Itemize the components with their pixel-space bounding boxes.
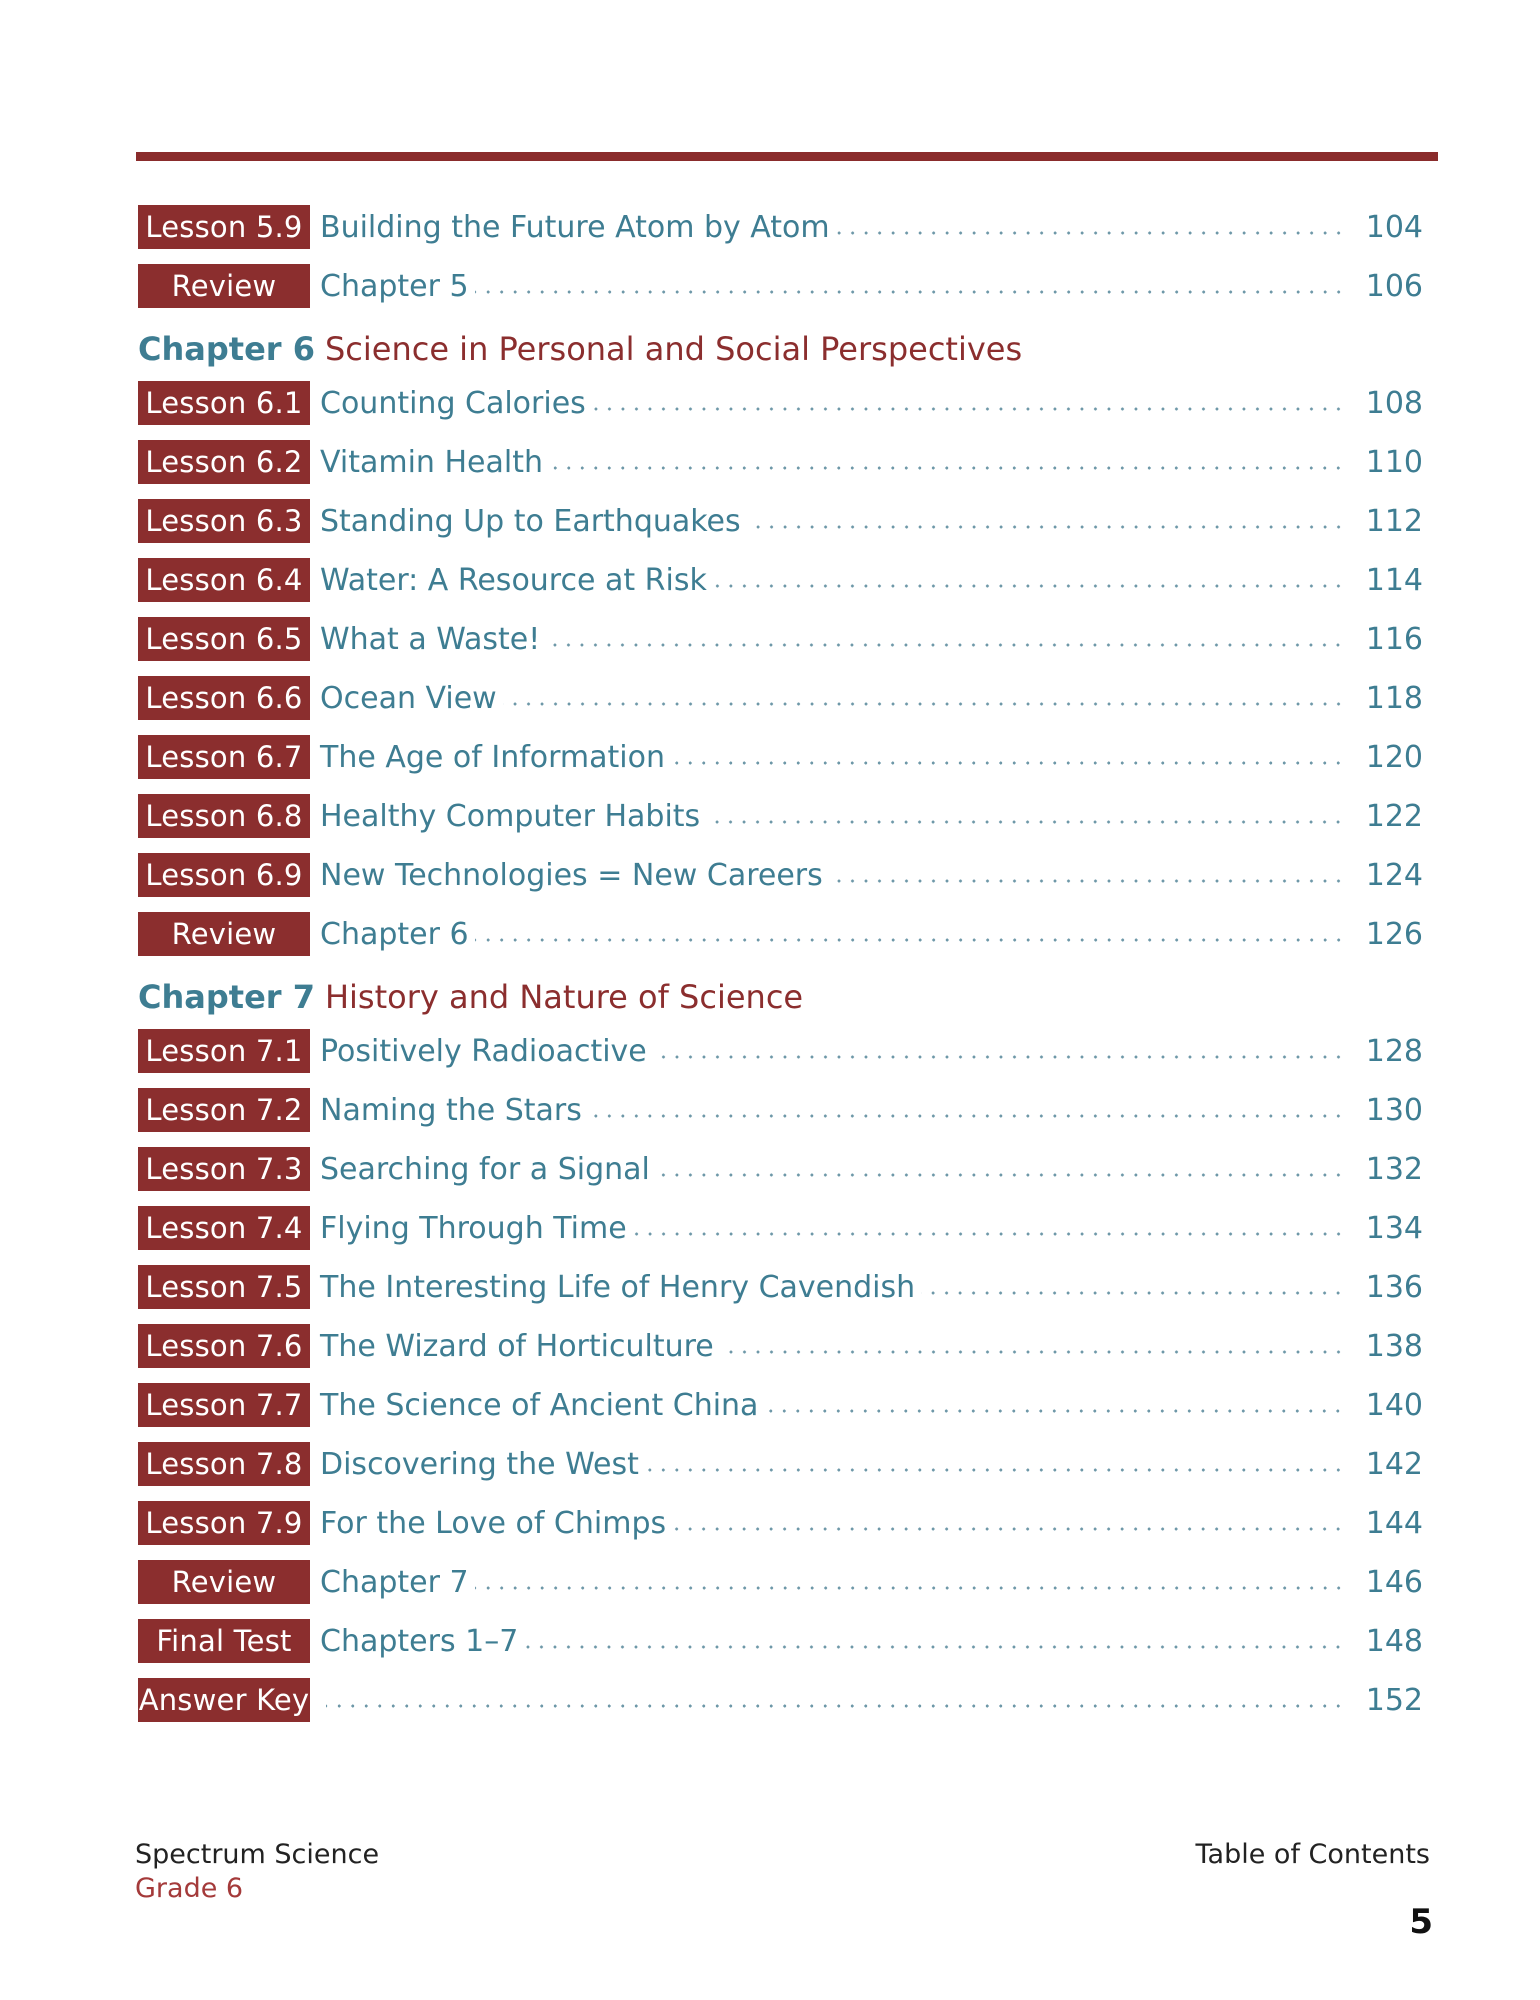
toc-entry[interactable]	[138, 1381, 1423, 1429]
footer-book-title: Spectrum Science	[135, 1839, 380, 1870]
toc-entry[interactable]	[138, 379, 1423, 427]
dot-leader	[653, 1055, 1345, 1059]
dot-leader	[671, 761, 1345, 765]
toc-entry[interactable]	[138, 1145, 1423, 1193]
dot-leader	[645, 1468, 1345, 1472]
entry-title: What a Waste!	[320, 622, 546, 657]
toc-entry[interactable]	[138, 851, 1423, 899]
lesson-badge: Lesson 7.9	[138, 1501, 310, 1545]
dot-leader	[672, 1527, 1345, 1531]
entry-page-number: 128	[1365, 1033, 1423, 1069]
lesson-badge: Lesson 5.9	[138, 205, 310, 249]
entry-page-number: 122	[1365, 798, 1423, 834]
lesson-badge: Lesson 7.4	[138, 1206, 310, 1250]
toc-entry[interactable]	[138, 1322, 1423, 1370]
dot-leader	[524, 1645, 1345, 1649]
toc-entry[interactable]	[138, 1440, 1423, 1488]
lesson-badge: Lesson 7.7	[138, 1383, 310, 1427]
dot-leader	[836, 231, 1345, 235]
toc-entry[interactable]	[138, 1263, 1423, 1311]
dot-leader	[503, 702, 1345, 706]
toc-entry[interactable]	[138, 1086, 1423, 1134]
entry-title: Chapter 7	[320, 1565, 475, 1600]
lesson-badge: Lesson 6.4	[138, 558, 310, 602]
entry-title: The Interesting Life of Henry Cavendish	[320, 1270, 921, 1305]
entry-page-number: 138	[1365, 1328, 1423, 1364]
entry-page-number: 130	[1365, 1092, 1423, 1128]
header-rule	[136, 152, 1438, 161]
dot-leader	[829, 879, 1345, 883]
toc-entry[interactable]	[138, 438, 1423, 486]
dot-leader	[921, 1291, 1345, 1295]
lesson-badge: Lesson 7.1	[138, 1029, 310, 1073]
entry-page-number: 142	[1365, 1446, 1423, 1482]
dot-leader	[633, 1232, 1345, 1236]
lesson-badge: Lesson 7.6	[138, 1324, 310, 1368]
entry-title: For the Love of Chimps	[320, 1506, 672, 1541]
lesson-badge: Lesson 6.7	[138, 735, 310, 779]
lesson-badge: Lesson 6.5	[138, 617, 310, 661]
entry-title: Naming the Stars	[320, 1093, 588, 1128]
toc-entry[interactable]	[138, 1027, 1423, 1075]
toc-entry[interactable]	[138, 497, 1423, 545]
chapter-title: Science in Personal and Social Perspectives	[324, 330, 1023, 368]
toc-entry[interactable]	[138, 1499, 1423, 1547]
footer-section-name: Table of Contents	[1195, 1839, 1430, 1870]
toc-entry[interactable]	[138, 1558, 1423, 1606]
lesson-badge: Lesson 7.8	[138, 1442, 310, 1486]
toc-entry[interactable]	[138, 792, 1423, 840]
lesson-badge: Answer Key	[138, 1678, 310, 1722]
lesson-badge: Lesson 6.2	[138, 440, 310, 484]
entry-title: The Science of Ancient China	[320, 1388, 764, 1423]
lesson-badge: Lesson 6.3	[138, 499, 310, 543]
entry-page-number: 118	[1365, 680, 1423, 716]
chapter-number: Chapter 6	[138, 330, 315, 368]
entry-page-number: 116	[1365, 621, 1423, 657]
toc-entry[interactable]	[138, 1676, 1423, 1724]
lesson-badge: Lesson 6.9	[138, 853, 310, 897]
lesson-badge: Final Test	[138, 1619, 310, 1663]
lesson-badge: Review	[138, 912, 310, 956]
entry-title: Ocean View	[320, 681, 503, 716]
entry-page-number: 112	[1365, 503, 1423, 539]
table-of-contents	[138, 203, 1423, 1735]
entry-page-number: 124	[1365, 857, 1423, 893]
dot-leader	[747, 525, 1345, 529]
chapter-number: Chapter 7	[138, 978, 315, 1016]
entry-title: Chapter 5	[320, 269, 475, 304]
entry-page-number: 104	[1365, 209, 1423, 245]
lesson-badge: Lesson 7.5	[138, 1265, 310, 1309]
dot-leader	[475, 1586, 1345, 1590]
dot-leader	[326, 1704, 1345, 1708]
chapter-heading	[138, 321, 1423, 377]
page-number: 5	[1409, 1902, 1433, 1942]
lesson-badge: Review	[138, 1560, 310, 1604]
dot-leader	[764, 1409, 1345, 1413]
entry-page-number: 114	[1365, 562, 1423, 598]
entry-page-number: 144	[1365, 1505, 1423, 1541]
dot-leader	[706, 820, 1345, 824]
lesson-badge: Lesson 7.3	[138, 1147, 310, 1191]
toc-entry[interactable]	[138, 733, 1423, 781]
entry-title: Water: A Resource at Risk	[320, 563, 713, 598]
dot-leader	[475, 290, 1345, 294]
lesson-badge: Lesson 6.8	[138, 794, 310, 838]
entry-title: The Age of Information	[320, 740, 671, 775]
entry-page-number: 106	[1365, 268, 1423, 304]
dot-leader	[656, 1173, 1345, 1177]
entry-page-number: 146	[1365, 1564, 1423, 1600]
entry-title: Chapters 1–7	[320, 1624, 524, 1659]
entry-title: The Wizard of Horticulture	[320, 1329, 720, 1364]
chapter-title: History and Nature of Science	[324, 978, 804, 1016]
lesson-badge: Lesson 6.6	[138, 676, 310, 720]
entry-page-number: 140	[1365, 1387, 1423, 1423]
dot-leader	[713, 584, 1345, 588]
chapter-heading	[138, 969, 1423, 1025]
entry-page-number: 108	[1365, 385, 1423, 421]
dot-leader	[475, 938, 1345, 942]
entry-title: Positively Radioactive	[320, 1034, 653, 1069]
toc-entry[interactable]	[138, 1617, 1423, 1665]
entry-title: Searching for a Signal	[320, 1152, 656, 1187]
entry-page-number: 136	[1365, 1269, 1423, 1305]
toc-entry[interactable]	[138, 556, 1423, 604]
toc-entry[interactable]	[138, 910, 1423, 958]
entry-title: Healthy Computer Habits	[320, 799, 706, 834]
entry-title: Building the Future Atom by Atom	[320, 210, 836, 245]
entry-title: Chapter 6	[320, 917, 475, 952]
toc-entry[interactable]	[138, 262, 1423, 310]
dot-leader	[549, 466, 1345, 470]
toc-entry[interactable]	[138, 203, 1423, 251]
entry-title: Vitamin Health	[320, 445, 549, 480]
entry-page-number: 126	[1365, 916, 1423, 952]
toc-entry[interactable]	[138, 674, 1423, 722]
lesson-badge: Lesson 7.2	[138, 1088, 310, 1132]
dot-leader	[546, 643, 1345, 647]
toc-entry[interactable]	[138, 1204, 1423, 1252]
entry-title: Discovering the West	[320, 1447, 645, 1482]
dot-leader	[720, 1350, 1345, 1354]
entry-title: Standing Up to Earthquakes	[320, 504, 747, 539]
entry-page-number: 132	[1365, 1151, 1423, 1187]
entry-title: Counting Calories	[320, 386, 592, 421]
dot-leader	[588, 1114, 1345, 1118]
entry-page-number: 148	[1365, 1623, 1423, 1659]
footer-book-info	[135, 1838, 379, 1906]
entry-page-number: 110	[1365, 444, 1423, 480]
lesson-badge: Review	[138, 264, 310, 308]
entry-title: Flying Through Time	[320, 1211, 633, 1246]
entry-page-number: 120	[1365, 739, 1423, 775]
lesson-badge: Lesson 6.1	[138, 381, 310, 425]
toc-entry[interactable]	[138, 615, 1423, 663]
entry-page-number: 134	[1365, 1210, 1423, 1246]
dot-leader	[592, 407, 1345, 411]
entry-title: New Technologies = New Careers	[320, 858, 829, 893]
entry-page-number: 152	[1365, 1682, 1423, 1718]
footer-grade: Grade 6	[135, 1873, 244, 1904]
